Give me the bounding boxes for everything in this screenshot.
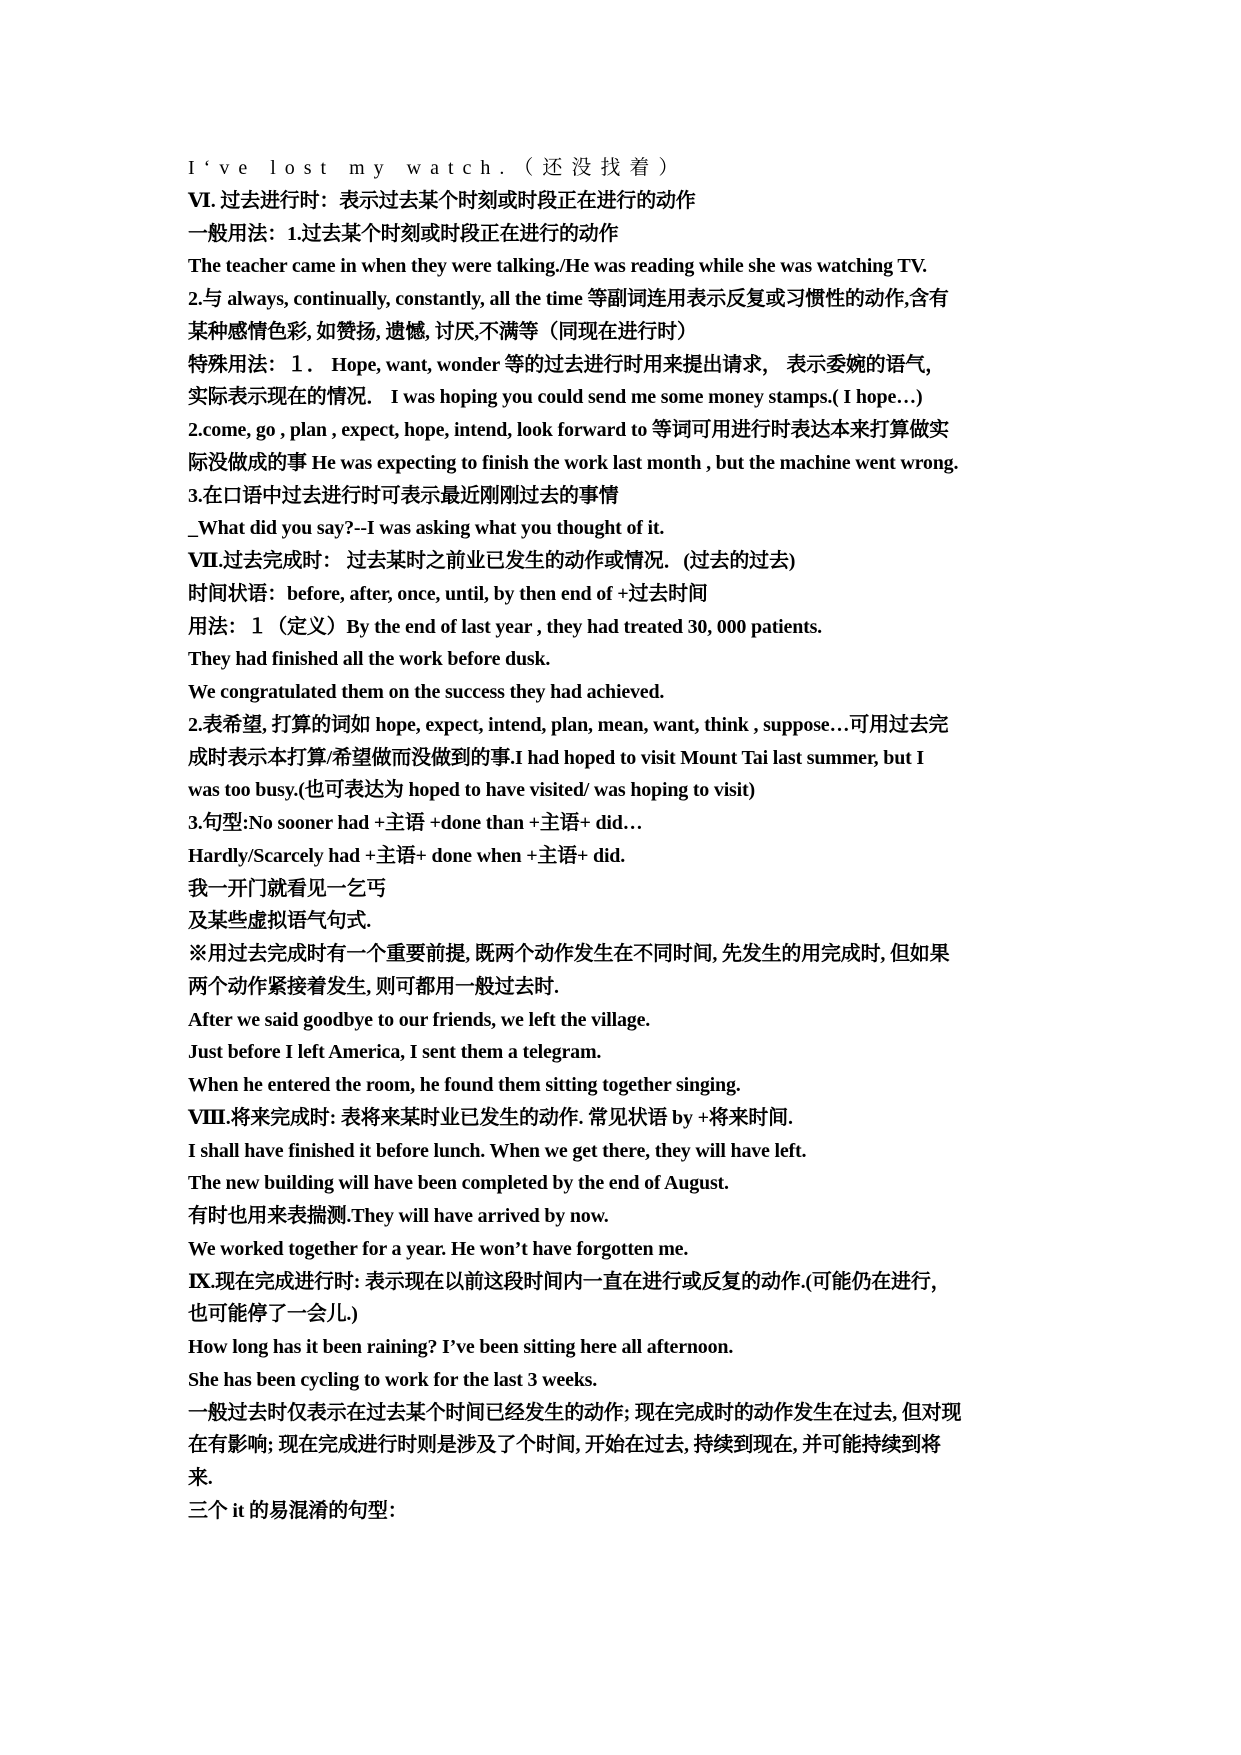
text-line: Hardly/Scarcely had +主语+ done when +主语+ did. bbox=[188, 844, 626, 867]
text-line: 2.come, go , plan , expect, hope, intend, look forward to 等词可用进行时表达本来打算做实 bbox=[188, 419, 949, 441]
text-line: Ⅵ. 过去进行时：表示过去某个时刻或时段正在进行的动作 bbox=[188, 189, 696, 212]
text-line: 三个 it 的易混淆的句型： bbox=[188, 1499, 408, 1522]
text-line: Ⅶ.过去完成时： 过去某时之前业已发生的动作或情况．(过去的过去) bbox=[188, 550, 796, 572]
text-line: I‘ve lost my watch.（还没找着） bbox=[188, 157, 688, 179]
text-line: 3.句型:No sooner had +主语 +done than +主语+ did… bbox=[188, 812, 643, 834]
text-line: We congratulated them on the success they had achieved. bbox=[188, 681, 665, 703]
text-line: 2.与 always, continually, constantly, all the time 等副词连用表示反复或习惯性的动作,含有 bbox=[188, 288, 949, 310]
text-line: Ⅸ.现在完成进行时: 表示现在以前这段时间内一直在进行或反复的动作.(可能仍在进行， bbox=[188, 1270, 951, 1293]
text-line: 用法：１（定义）By the end of last year , they had treated 30, 000 patients. bbox=[188, 615, 822, 638]
text-line: After we said goodbye to our friends, we left the village. bbox=[188, 1008, 651, 1031]
text-line: was too busy.(也可表达为 hoped to have visited/ was hoping to visit) bbox=[188, 779, 755, 802]
text-line: When he entered the room, he found them sitting together singing. bbox=[188, 1074, 741, 1096]
text-line: 我一开门就看见一乞丐 bbox=[188, 877, 386, 900]
document-body bbox=[188, 152, 1068, 1528]
text-line: Ⅷ.将来完成时: 表将来某时业已发生的动作. 常见状语 by +将来时间. bbox=[188, 1106, 793, 1129]
text-line: ※用过去完成时有一个重要前提, 既两个动作发生在不同时间, 先发生的用完成时, 但如果 bbox=[188, 943, 950, 965]
text-line: Just before I left America, I sent them a telegram. bbox=[188, 1041, 602, 1064]
text-line: The new building will have been completed by the end of August. bbox=[188, 1172, 729, 1195]
text-line: 也可能停了一会儿.) bbox=[188, 1303, 358, 1326]
text-line: She has been cycling to work for the last 3 weeks. bbox=[188, 1368, 598, 1391]
text-line: I shall have finished it before lunch. When we get there, they will have left. bbox=[188, 1139, 807, 1162]
text-line: 3.在口语中过去进行时可表示最近刚刚过去的事情 bbox=[188, 484, 619, 507]
text-line: 有时也用来表揣测.They will have arrived by now. bbox=[188, 1205, 609, 1227]
text-line: They had finished all the work before dusk. bbox=[188, 648, 551, 671]
text-line: 2.表希望, 打算的词如 hope, expect, intend, plan, mean, want, think , suppose…可用过去完 bbox=[188, 713, 949, 736]
text-line: 及某些虚拟语气句式. bbox=[188, 910, 371, 933]
text-line: 某种感情色彩, 如赞扬, 遗憾, 讨厌,不满等（同现在进行时） bbox=[188, 320, 697, 343]
text-line: 成时表示本打算/希望做而没做到的事.I had hoped to visit Mount Tai last summer, but I bbox=[188, 746, 924, 769]
text-line: 两个动作紧接着发生, 则可都用一般过去时. bbox=[188, 975, 559, 998]
text-line: 时间状语：before, after, once, until, by then end of +过去时间 bbox=[188, 582, 708, 605]
text-line: 际没做成的事 He was expecting to finish the work last month , but the machine went wrong. bbox=[188, 451, 959, 474]
text-line: _What did you say?--I was asking what you thought of it. bbox=[188, 517, 665, 540]
text-line: 实际表示现在的情况． I was hoping you could send me some money stamps.( I hope…) bbox=[188, 386, 923, 409]
text-line: 来. bbox=[188, 1467, 213, 1489]
text-line: 特殊用法：１． Hope, want, wonder 等的过去进行时用来提出请求， 表示委婉的语气， bbox=[188, 353, 945, 376]
text-line: The teacher came in when they were talking./He was reading while she was watching TV. bbox=[188, 255, 927, 278]
text-line: 一般用法：1.过去某个时刻或时段正在进行的动作 bbox=[188, 222, 619, 245]
text-line: How long has it been raining? I’ve been sitting here all afternoon. bbox=[188, 1336, 734, 1358]
text-line: 一般过去时仅表示在过去某个时间已经发生的动作; 现在完成时的动作发生在过去, 但对现 bbox=[188, 1401, 962, 1424]
text-line: 在有影响; 现在完成进行时则是涉及了个时间, 开始在过去, 持续到现在, 并可能持续到将 bbox=[188, 1434, 941, 1457]
text-line: We worked together for a year. He won’t have forgotten me. bbox=[188, 1237, 689, 1260]
